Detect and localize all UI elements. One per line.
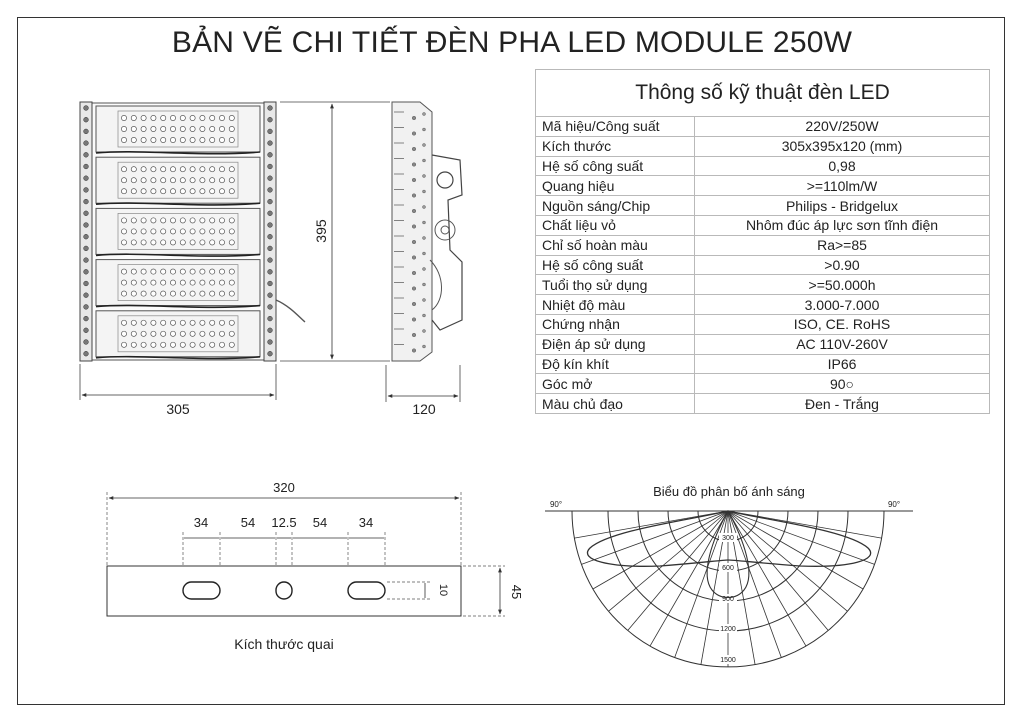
led-lens: [200, 291, 205, 296]
led-lens: [131, 240, 136, 245]
led-lens: [190, 331, 195, 336]
led-lens: [229, 320, 234, 325]
led-lens: [170, 137, 175, 142]
led-lens: [141, 189, 146, 194]
spec-label: Nhiệt độ màu: [536, 295, 695, 315]
led-lens: [229, 240, 234, 245]
spec-label: Điện áp sử dụng: [536, 334, 695, 354]
led-lens: [229, 280, 234, 285]
rail-bolt: [84, 269, 89, 274]
bracket-segment-label: 34: [193, 515, 209, 530]
side-view-body: [392, 102, 432, 361]
led-lens: [151, 229, 156, 234]
led-lens: [210, 280, 215, 285]
led-lens: [210, 126, 215, 131]
bracket-segment-label: 34: [358, 515, 374, 530]
led-lens: [229, 167, 234, 172]
led-lens: [141, 291, 146, 296]
polar-angle-right: 90°: [887, 500, 901, 509]
bracket-slot-right: [348, 582, 385, 599]
led-lens: [200, 269, 205, 274]
height-dimension-label: 395: [313, 219, 329, 243]
led-lens: [161, 269, 166, 274]
led-lens: [219, 137, 224, 142]
led-lens: [170, 189, 175, 194]
led-lens: [210, 342, 215, 347]
led-lens: [190, 126, 195, 131]
slot-height-label: 10: [437, 583, 449, 597]
led-lens: [161, 291, 166, 296]
led-lens: [131, 320, 136, 325]
spec-value: 305x395x120 (mm): [695, 136, 990, 156]
polar-angle-left: 90°: [549, 500, 563, 509]
led-lens: [200, 331, 205, 336]
rail-bolt: [84, 305, 89, 310]
plate-height-label: 45: [509, 584, 524, 600]
led-lens: [121, 137, 126, 142]
led-lens: [229, 115, 234, 120]
led-module: [96, 260, 260, 306]
rail-bolt: [84, 141, 89, 146]
led-lens: [131, 269, 136, 274]
led-lens: [121, 269, 126, 274]
led-lens: [161, 280, 166, 285]
led-lens: [180, 269, 185, 274]
spec-label: Mã hiệu/Công suất: [536, 117, 695, 137]
led-lens: [131, 342, 136, 347]
led-lens: [200, 167, 205, 172]
led-lens: [131, 167, 136, 172]
rail-bolt: [84, 152, 89, 157]
rail-bolt: [268, 199, 273, 204]
led-lens: [219, 269, 224, 274]
led-lens: [200, 178, 205, 183]
depth-dimension-label: 120: [412, 401, 436, 417]
led-lens: [200, 229, 205, 234]
led-lens: [121, 229, 126, 234]
spec-label: Hệ số công suất: [536, 156, 695, 176]
led-lens: [219, 126, 224, 131]
led-lens: [121, 331, 126, 336]
rail-bolt: [268, 316, 273, 321]
led-lens: [190, 342, 195, 347]
led-lens: [170, 280, 175, 285]
led-lens: [161, 137, 166, 142]
led-lens: [200, 240, 205, 245]
led-lens: [210, 240, 215, 245]
led-lens: [219, 240, 224, 245]
led-lens: [141, 167, 146, 172]
led-lens: [141, 229, 146, 234]
led-lens: [151, 331, 156, 336]
rail-bolt: [84, 351, 89, 356]
rail-bolt: [84, 199, 89, 204]
led-lens: [219, 331, 224, 336]
led-lens: [151, 320, 156, 325]
rail-bolt: [268, 164, 273, 169]
spec-value: IP66: [695, 354, 990, 374]
led-lens: [141, 240, 146, 245]
rail-bolt: [268, 129, 273, 134]
led-lens: [219, 167, 224, 172]
led-lens: [121, 126, 126, 131]
led-lens: [161, 320, 166, 325]
led-lens: [131, 126, 136, 131]
led-lens: [141, 331, 146, 336]
spec-value: AC 110V-260V: [695, 334, 990, 354]
bracket-segment-label: 54: [240, 515, 256, 530]
spec-value: 3.000-7.000: [695, 295, 990, 315]
led-lens: [229, 229, 234, 234]
led-lens: [229, 218, 234, 223]
rail-bolt: [84, 188, 89, 193]
led-lens: [170, 320, 175, 325]
bracket-total-label: 320: [273, 480, 295, 495]
led-lens: [141, 137, 146, 142]
rail-bolt: [84, 164, 89, 169]
spec-label: Góc mở: [536, 374, 695, 394]
led-lens: [200, 189, 205, 194]
polar-ring-label: 300: [722, 535, 734, 542]
led-lens: [219, 115, 224, 120]
rail-bolt: [268, 176, 273, 181]
rail-bolt: [84, 246, 89, 251]
rail-bolt: [84, 258, 89, 263]
led-lens: [170, 178, 175, 183]
rail-bolt: [84, 293, 89, 298]
led-lens: [210, 320, 215, 325]
led-lens: [131, 218, 136, 223]
led-lens: [180, 320, 185, 325]
rail-bolt: [84, 316, 89, 321]
led-lens: [131, 115, 136, 120]
rail-bolt: [268, 351, 273, 356]
spec-label: Chất liệu vỏ: [536, 215, 695, 235]
spec-value: 90○: [695, 374, 990, 394]
led-lens: [219, 229, 224, 234]
led-lens: [121, 320, 126, 325]
led-lens: [141, 342, 146, 347]
led-lens: [190, 218, 195, 223]
led-lens: [170, 342, 175, 347]
led-lens: [180, 240, 185, 245]
rail-bolt: [268, 223, 273, 228]
spec-value: 0,98: [695, 156, 990, 176]
led-lens: [131, 280, 136, 285]
rail-bolt: [268, 281, 273, 286]
rail-bolt: [268, 328, 273, 333]
led-module: [96, 311, 260, 357]
rail-bolt: [268, 258, 273, 263]
led-lens: [180, 218, 185, 223]
spec-label: Kích thước: [536, 136, 695, 156]
rail-bolt: [84, 211, 89, 216]
led-lens: [229, 291, 234, 296]
led-lens: [121, 115, 126, 120]
led-lens: [161, 126, 166, 131]
led-lens: [121, 240, 126, 245]
led-lens: [161, 342, 166, 347]
spec-label: Hệ số công suất: [536, 255, 695, 275]
rail-bolt: [268, 211, 273, 216]
bracket-segment-label: 12.5: [271, 515, 297, 530]
spec-label: Tuổi thọ sử dụng: [536, 275, 695, 295]
led-lens: [161, 331, 166, 336]
rail-bolt: [268, 293, 273, 298]
led-lens: [141, 178, 146, 183]
led-lens: [170, 331, 175, 336]
led-lens: [121, 280, 126, 285]
led-lens: [190, 167, 195, 172]
spec-label: Chứng nhận: [536, 314, 695, 334]
led-lens: [210, 331, 215, 336]
led-lens: [190, 280, 195, 285]
spec-label: Màu chủ đạo: [536, 394, 695, 414]
spec-value: 220V/250W: [695, 117, 990, 137]
led-lens: [161, 218, 166, 223]
bracket-slot-left: [183, 582, 220, 599]
led-lens: [210, 137, 215, 142]
led-lens: [180, 229, 185, 234]
led-lens: [180, 178, 185, 183]
led-lens: [200, 320, 205, 325]
led-lens: [190, 240, 195, 245]
led-lens: [170, 269, 175, 274]
polar-ring-label: 1500: [720, 657, 736, 664]
led-lens: [141, 218, 146, 223]
led-lens: [190, 137, 195, 142]
led-lens: [151, 280, 156, 285]
spec-value: Đen - Trắng: [695, 394, 990, 414]
rail-bolt: [84, 328, 89, 333]
led-lens: [229, 342, 234, 347]
led-lens: [121, 189, 126, 194]
led-lens: [219, 280, 224, 285]
spec-label: Quang hiệu: [536, 176, 695, 196]
led-lens: [190, 291, 195, 296]
led-lens: [121, 342, 126, 347]
rail-bolt: [268, 117, 273, 122]
rail-bolt: [268, 246, 273, 251]
led-lens: [210, 229, 215, 234]
side-view: [386, 102, 462, 417]
led-lens: [200, 280, 205, 285]
led-module: [96, 208, 260, 254]
bracket-segment-label: 54: [312, 515, 328, 530]
led-lens: [180, 331, 185, 336]
led-module: [96, 157, 260, 203]
spec-value: Ra>=85: [695, 235, 990, 255]
led-lens: [151, 291, 156, 296]
led-lens: [131, 229, 136, 234]
led-lens: [151, 240, 156, 245]
spec-value: >=110lm/W: [695, 176, 990, 196]
led-lens: [219, 218, 224, 223]
led-lens: [151, 269, 156, 274]
led-lens: [229, 178, 234, 183]
led-lens: [200, 126, 205, 131]
led-lens: [170, 229, 175, 234]
led-lens: [151, 218, 156, 223]
led-lens: [151, 189, 156, 194]
led-lens: [121, 167, 126, 172]
led-lens: [180, 126, 185, 131]
led-lens: [200, 342, 205, 347]
spec-table-heading: Thông số kỹ thuật đèn LED: [536, 70, 990, 117]
spec-value: Nhôm đúc áp lực sơn tĩnh điện: [695, 215, 990, 235]
led-lens: [121, 178, 126, 183]
bracket-pivot: [437, 172, 453, 188]
rail-bolt: [268, 188, 273, 193]
led-lens: [161, 167, 166, 172]
led-lens: [131, 137, 136, 142]
led-lens: [210, 291, 215, 296]
led-lens: [121, 218, 126, 223]
led-lens: [180, 115, 185, 120]
led-lens: [170, 126, 175, 131]
rail-bolt: [84, 234, 89, 239]
led-lens: [180, 342, 185, 347]
led-lens: [170, 218, 175, 223]
led-lens: [190, 269, 195, 274]
led-lens: [151, 126, 156, 131]
rail-bolt: [84, 340, 89, 345]
led-lens: [190, 189, 195, 194]
polar-ring-label: 600: [722, 565, 734, 572]
led-lens: [219, 189, 224, 194]
led-lens: [170, 291, 175, 296]
rail-bolt: [84, 176, 89, 181]
led-lens: [180, 167, 185, 172]
led-lens: [151, 178, 156, 183]
spec-label: Độ kín khít: [536, 354, 695, 374]
rail-bolt: [268, 141, 273, 146]
rail-bolt: [268, 305, 273, 310]
led-lens: [151, 167, 156, 172]
led-lens: [190, 115, 195, 120]
led-lens: [151, 137, 156, 142]
led-lens: [190, 229, 195, 234]
rail-bolt: [268, 106, 273, 111]
polar-diagram: [545, 484, 913, 667]
polar-ring-label: 1200: [720, 626, 736, 633]
led-lens: [170, 115, 175, 120]
led-lens: [180, 280, 185, 285]
led-lens: [210, 218, 215, 223]
led-lens: [229, 137, 234, 142]
rail-bolt: [84, 281, 89, 286]
rail-bolt: [84, 223, 89, 228]
led-lens: [210, 178, 215, 183]
bracket-drawing: [107, 480, 524, 652]
led-lens: [219, 178, 224, 183]
led-lens: [219, 342, 224, 347]
led-lens: [141, 269, 146, 274]
led-lens: [229, 331, 234, 336]
front-view: [80, 102, 390, 417]
led-lens: [229, 189, 234, 194]
led-lens: [151, 115, 156, 120]
led-lens: [180, 189, 185, 194]
spec-label: Nguồn sáng/Chip: [536, 196, 695, 216]
led-lens: [161, 115, 166, 120]
rail-bolt: [84, 117, 89, 122]
led-lens: [141, 126, 146, 131]
spec-value: ISO, CE. RoHS: [695, 314, 990, 334]
polar-title: Biểu đồ phân bố ánh sáng: [653, 484, 805, 499]
led-lens: [161, 178, 166, 183]
led-lens: [170, 240, 175, 245]
rail-bolt: [268, 340, 273, 345]
led-lens: [161, 229, 166, 234]
bracket-caption: Kích thước quai: [234, 636, 334, 652]
rail-bolt: [268, 152, 273, 157]
led-lens: [141, 115, 146, 120]
page-title: BẢN VẼ CHI TIẾT ĐÈN PHA LED MODULE 250W: [171, 26, 853, 59]
led-lens: [180, 291, 185, 296]
led-lens: [190, 320, 195, 325]
led-lens: [141, 320, 146, 325]
spec-value: >=50.000h: [695, 275, 990, 295]
led-lens: [219, 320, 224, 325]
spec-value: >0.90: [695, 255, 990, 275]
bracket-hole-center: [276, 582, 292, 599]
led-lens: [210, 115, 215, 120]
polar-ring-label: 900: [722, 596, 734, 603]
led-lens: [121, 291, 126, 296]
led-lens: [131, 178, 136, 183]
led-lens: [200, 115, 205, 120]
led-lens: [210, 269, 215, 274]
led-lens: [210, 189, 215, 194]
led-lens: [229, 269, 234, 274]
led-lens: [131, 189, 136, 194]
led-lens: [200, 218, 205, 223]
led-lens: [190, 178, 195, 183]
led-lens: [200, 137, 205, 142]
rail-bolt: [268, 269, 273, 274]
width-dimension-label: 305: [166, 401, 190, 417]
rail-bolt: [84, 106, 89, 111]
led-lens: [141, 280, 146, 285]
led-lens: [229, 126, 234, 131]
led-lens: [151, 342, 156, 347]
led-lens: [180, 137, 185, 142]
spec-label: Chỉ số hoàn màu: [536, 235, 695, 255]
led-lens: [210, 167, 215, 172]
led-module: [96, 106, 260, 152]
led-lens: [161, 189, 166, 194]
spec-value: Philips - Bridgelux: [695, 196, 990, 216]
rail-bolt: [84, 129, 89, 134]
power-cable: [276, 300, 305, 322]
led-lens: [219, 291, 224, 296]
rail-bolt: [268, 234, 273, 239]
led-modules: [96, 106, 260, 359]
led-lens: [131, 331, 136, 336]
led-lens: [161, 240, 166, 245]
led-lens: [170, 167, 175, 172]
led-lens: [131, 291, 136, 296]
